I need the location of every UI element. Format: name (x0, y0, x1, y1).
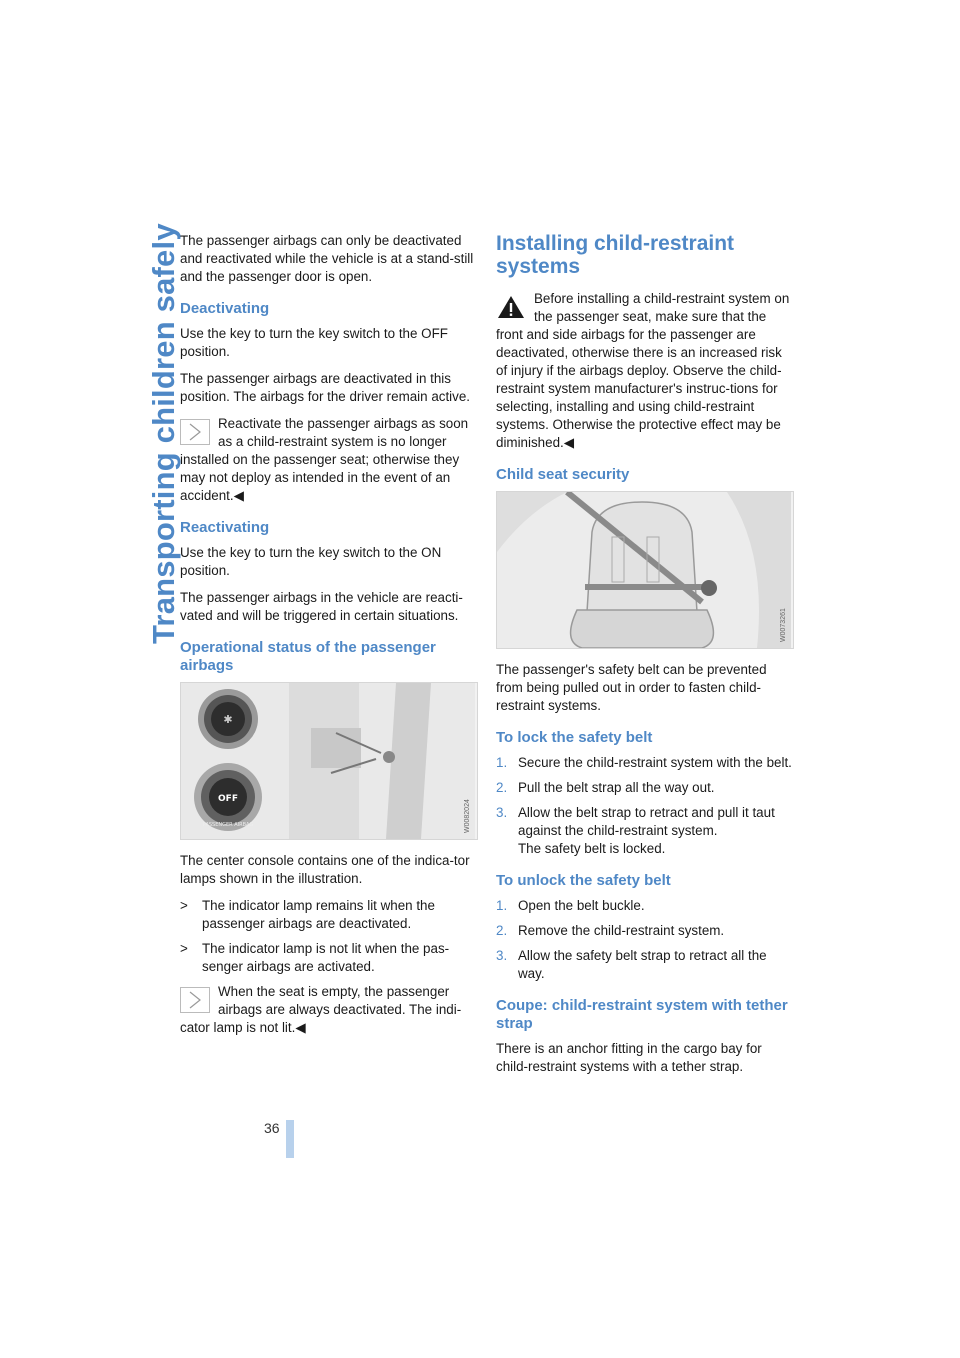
image-code: W0082024 (464, 799, 471, 833)
note-arrow-icon (180, 419, 210, 445)
bullet-text: The indicator lamp is not lit when the pas-senger airbags are activated. (202, 941, 450, 974)
step-number: 3. (496, 805, 508, 820)
side-section-title (108, 223, 181, 652)
seat-belt-illustration (496, 491, 794, 649)
step-number: 2. (496, 780, 508, 795)
status-paragraph: The center console contains one of the indica-tor lamps shown in the illustration. (180, 853, 470, 886)
unlock-belt-heading: To unlock the safety belt (496, 872, 671, 889)
security-paragraph: The passenger's safety belt can be prevented from being pulled out in order to fasten child-restraint systems. (496, 662, 767, 713)
step-number: 2. (496, 923, 508, 938)
deactivating-note-text: Reactivate the passenger airbags as soon as a child-restraint system is no longer installed on the passenger seat; otherwise they may not deploy as intended in the event of an accident.◀ (180, 416, 469, 503)
off-lamp-label: OFF (218, 794, 238, 804)
indicator-lamp-illustration (180, 682, 478, 840)
step-number: 1. (496, 898, 508, 913)
deactivating-heading: Deactivating (180, 300, 270, 317)
lock-step (496, 754, 792, 772)
coupe-paragraph: There is an anchor fitting in the cargo bay for child-restraint systems with a tether strap. (496, 1041, 762, 1074)
bullet-marker: > (180, 941, 188, 956)
child-seat-security-heading: Child seat security (496, 466, 630, 483)
bullet-marker: > (180, 898, 188, 913)
step-result-text: The safety belt is locked. (518, 841, 666, 856)
intro-paragraph: The passenger airbags can only be deactivated and reactivated while the vehicle is at a stand-still and the passenger door is open. (180, 233, 474, 284)
lock-step (496, 779, 792, 797)
deactivating-paragraph-1: Use the key to turn the key switch to the OFF position. (180, 326, 448, 359)
step-number: 1. (496, 755, 508, 770)
lock-step (496, 804, 792, 858)
step-text: Pull the belt strap all the way out. (518, 780, 715, 795)
svg-text:✱: ✱ (223, 713, 233, 726)
installing-heading: Installing child-restraint systems (496, 232, 735, 278)
reactivating-paragraph-1: Use the key to turn the key switch to the ON position. (180, 545, 442, 578)
step-text: Allow the safety belt strap to retract all the way. (518, 948, 767, 981)
step-number: 3. (496, 948, 508, 963)
note-block (180, 415, 476, 505)
bullet-item (180, 897, 476, 933)
right-column (496, 232, 792, 1085)
unlock-step (496, 947, 792, 983)
empty-seat-note-text: When the seat is empty, the passenger airbags are always deactivated. The indi-cator lamp is not lit.◀ (180, 984, 462, 1035)
warning-block (496, 290, 792, 452)
bullet-item (180, 940, 476, 976)
left-column (180, 232, 476, 1046)
unlock-step (496, 922, 792, 940)
side-title-text: Transporting children safely (146, 223, 181, 644)
step-text: Secure the child-restraint system with the belt. (518, 755, 792, 770)
center-console-image (181, 683, 475, 839)
page-number: 36 (264, 1120, 280, 1136)
step-text: Allow the belt strap to retract and pull it taut against the child-restraint system. (518, 805, 775, 838)
status-heading: Operational status of the passenger airbags (180, 639, 436, 674)
note-arrow-icon (180, 987, 210, 1013)
deactivating-paragraph-2: The passenger airbags are deactivated in this position. The airbags for the driver remain active. (180, 371, 471, 404)
bullet-text: The indicator lamp remains lit when the passenger airbags are deactivated. (202, 898, 435, 931)
coupe-tether-heading: Coupe: child-restraint system with tether strap (496, 997, 788, 1032)
lock-belt-heading: To lock the safety belt (496, 729, 653, 746)
reactivating-heading: Reactivating (180, 519, 270, 536)
reactivating-paragraph-2: The passenger airbags in the vehicle are reacti-vated and will be triggered in certain situations. (180, 590, 463, 623)
image-code: W0073261 (780, 608, 787, 642)
off-lamp-ring-label: PASSENGER AIRBAG (202, 822, 254, 828)
warning-triangle-icon (496, 294, 526, 320)
unlock-step (496, 897, 792, 915)
warning-text: Before installing a child-restraint system on the passenger seat, make sure that the front and side airbags for the passenger are deactivated, otherwise there is an increased risk of injury if the airbags deploy. Observe the child-restraint system manufacturer's instruc-tions for selecting, installing and using child-restraint systems. Otherwise the protective effect may be diminished.◀ (496, 291, 790, 450)
step-text: Remove the child-restraint system. (518, 923, 725, 938)
passenger-seat-image (497, 492, 791, 648)
page-number-bar (286, 1120, 294, 1158)
note-block (180, 983, 476, 1037)
step-text: Open the belt buckle. (518, 898, 645, 913)
